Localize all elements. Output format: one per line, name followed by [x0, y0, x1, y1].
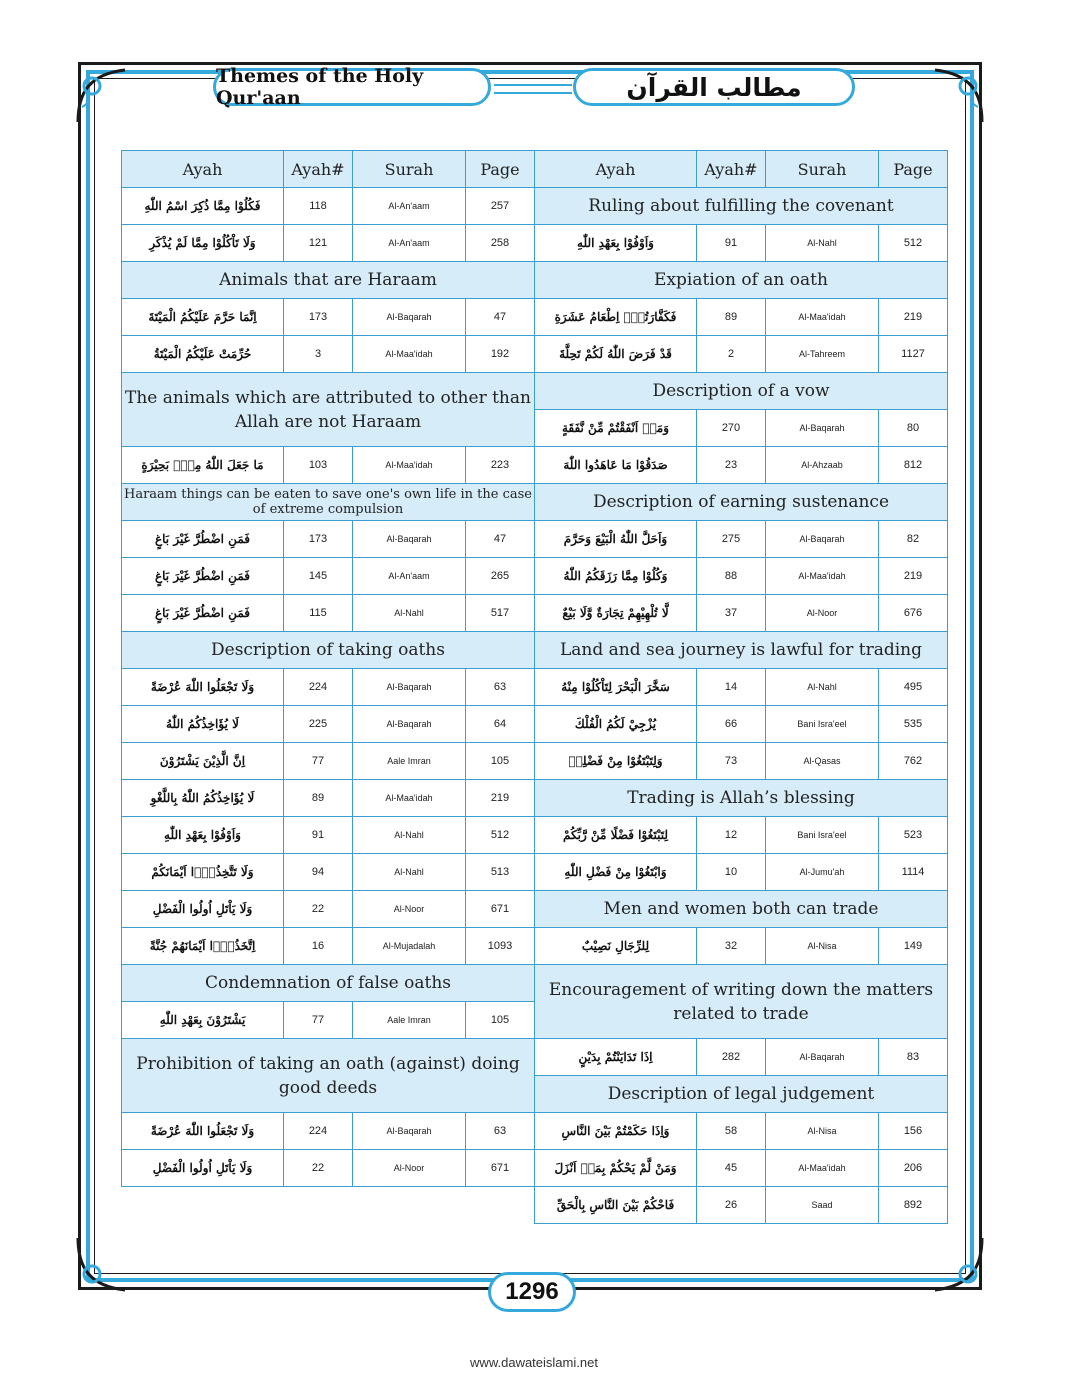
page-ref: 219 — [466, 780, 535, 817]
ayah-number: 121 — [284, 225, 353, 262]
surah-name: Bani Isra'eel — [766, 817, 879, 854]
page-ref: 82 — [879, 521, 948, 558]
page-ref: 535 — [879, 706, 948, 743]
page-ref: 206 — [879, 1150, 948, 1187]
right-index-table — [534, 150, 948, 1224]
surah-name: Al-Baqarah — [353, 521, 466, 558]
section-heading: Prohibition of taking an oath (against) doing good deeds — [122, 1039, 535, 1113]
section-heading-row — [122, 632, 535, 669]
section-heading-row — [122, 965, 535, 1002]
ayah-number: 22 — [284, 1150, 353, 1187]
section-heading-row — [122, 373, 535, 447]
section-heading: Description of taking oaths — [122, 632, 535, 669]
table-row — [535, 447, 948, 484]
surah-name: Al-Noor — [353, 1150, 466, 1187]
ayah-text: فَكَفَّارَتُهٗۤ اِطْعَامُ عَشَرَةِ — [535, 299, 697, 336]
section-heading: The animals which are attributed to other than Allah are not Haraam — [122, 373, 535, 447]
ayah-text: وَلَا تَتَّخِذُوْۤا اَيْمَانَكُمْ — [122, 854, 284, 891]
page-ref: 149 — [879, 928, 948, 965]
section-heading-row — [535, 891, 948, 928]
ayah-text: وَلَا تَاْكُلُوْا مِمَّا لَمْ يُذْكَرِ — [122, 225, 284, 262]
ayah-text: فَمَنِ اضْطُرَّ غَيْرَ بَاغٍ — [122, 521, 284, 558]
ayah-text: وَلَا يَاْتَلِ اُولُوا الْفَضْلِ — [122, 1150, 284, 1187]
page-ref: 512 — [466, 817, 535, 854]
ayah-text: وَمَنْ لَّمْ يَحْكُمْ بِمَاۤ اَنْزَلَ — [535, 1150, 697, 1187]
table-row — [535, 225, 948, 262]
table-row — [535, 669, 948, 706]
ayah-text: فَمَنِ اضْطُرَّ غَيْرَ بَاغٍ — [122, 558, 284, 595]
table-row — [535, 928, 948, 965]
ayah-text: وَلَا تَجْعَلُوا اللّٰهَ عُرْضَةً — [122, 669, 284, 706]
ayah-number-column-header: Ayah# — [284, 151, 353, 188]
table-row — [122, 743, 535, 780]
ayah-number: 224 — [284, 1113, 353, 1150]
section-heading: Description of legal judgement — [535, 1076, 948, 1113]
header-connector — [494, 84, 572, 94]
section-heading: Condemnation of false oaths — [122, 965, 535, 1002]
page-number: 1296 — [488, 1272, 576, 1312]
ayah-text: وَلَا يَاْتَلِ اُولُوا الْفَضْلِ — [122, 891, 284, 928]
table-row — [535, 1150, 948, 1187]
surah-name: Al-Jumu'ah — [766, 854, 879, 891]
ayah-text: لَا يُؤَاخِذُكُمُ اللّٰهُ — [122, 706, 284, 743]
section-heading: Trading is Allah’s blessing — [535, 780, 948, 817]
page-ref: 258 — [466, 225, 535, 262]
ayah-text: قَدْ فَرَضَ اللّٰهُ لَكُمْ تَحِلَّةَ — [535, 336, 697, 373]
table-row — [122, 299, 535, 336]
ayah-text: حُرِّمَتْ عَلَيْكُمُ الْمَيْتَةُ — [122, 336, 284, 373]
ayah-text: يَشْتَرُوْنَ بِعَهْدِ اللّٰهِ — [122, 1002, 284, 1039]
ayah-text: سَخَّرَ الْبَحْرَ لِتَاْكُلُوْا مِنْهُ — [535, 669, 697, 706]
ayah-column-header: Ayah — [122, 151, 284, 188]
surah-name: Al-Qasas — [766, 743, 879, 780]
ayah-text: وَاِذَا حَكَمْتُمْ بَيْنَ النَّاسِ — [535, 1113, 697, 1150]
surah-name: Al-Noor — [766, 595, 879, 632]
surah-name: Al-Maa'idah — [766, 299, 879, 336]
ayah-number: 77 — [284, 1002, 353, 1039]
surah-name: Al-Maa'idah — [766, 1150, 879, 1187]
ayah-number: 10 — [697, 854, 766, 891]
surah-name: Al-Baqarah — [353, 1113, 466, 1150]
table-row — [122, 595, 535, 632]
table-row — [122, 225, 535, 262]
surah-name: Al-Maa'idah — [353, 780, 466, 817]
surah-name: Al-Baqarah — [353, 669, 466, 706]
page-ref: 892 — [879, 1187, 948, 1224]
surah-name: Al-Nahl — [353, 854, 466, 891]
surah-name: Al-Baqarah — [353, 299, 466, 336]
page-ref: 83 — [879, 1039, 948, 1076]
ayah-number: 12 — [697, 817, 766, 854]
ayah-text: وَابْتَغُوْا مِنْ فَضْلِ اللّٰهِ — [535, 854, 697, 891]
table-row — [535, 336, 948, 373]
section-heading: Description of earning sustenance — [535, 484, 948, 521]
page-ref: 517 — [466, 595, 535, 632]
table-row — [122, 928, 535, 965]
corner-ornament-icon — [920, 1228, 990, 1298]
page-column-header: Page — [466, 151, 535, 188]
corner-ornament-icon — [70, 1228, 140, 1298]
page-ref: 192 — [466, 336, 535, 373]
ayah-text: اِذَا تَدَايَنْتُمْ بِدَيْنٍ — [535, 1039, 697, 1076]
left-index-column — [121, 150, 534, 1187]
ayah-number: 89 — [284, 780, 353, 817]
table-row — [535, 1113, 948, 1150]
surah-name: Al-Mujadalah — [353, 928, 466, 965]
ayah-text: اِتَّخَذُوْۤا اَيْمَانَهُمْ جُنَّةً — [122, 928, 284, 965]
ayah-number: 2 — [697, 336, 766, 373]
ayah-number: 16 — [284, 928, 353, 965]
page-ref: 80 — [879, 410, 948, 447]
page-ref: 64 — [466, 706, 535, 743]
page-ref: 1127 — [879, 336, 948, 373]
ayah-column-header: Ayah — [535, 151, 697, 188]
table-row — [535, 558, 948, 595]
footer-url: www.dawateislami.net — [470, 1355, 598, 1370]
ayah-number: 14 — [697, 669, 766, 706]
page-ref: 671 — [466, 1150, 535, 1187]
table-row — [122, 447, 535, 484]
table-row — [122, 336, 535, 373]
table-row — [122, 891, 535, 928]
left-index-table — [121, 150, 535, 1187]
ayah-number: 22 — [284, 891, 353, 928]
page-ref: 513 — [466, 854, 535, 891]
section-heading-row — [122, 484, 535, 521]
ayah-number: 173 — [284, 299, 353, 336]
surah-name: Bani Isra'eel — [766, 706, 879, 743]
header-title-english: Themes of the Holy Qur'aan — [213, 68, 491, 106]
surah-name: Al-Nisa — [766, 928, 879, 965]
surah-name: Al-Tahreem — [766, 336, 879, 373]
section-heading: Description of a vow — [535, 373, 948, 410]
ayah-number: 58 — [697, 1113, 766, 1150]
ayah-text: فَمَنِ اضْطُرَّ غَيْرَ بَاغٍ — [122, 595, 284, 632]
table-row — [122, 706, 535, 743]
section-heading: Encouragement of writing down the matters related to trade — [535, 965, 948, 1039]
surah-name: Al-Maa'idah — [766, 558, 879, 595]
ayah-text: مَا جَعَلَ اللّٰهُ مِنْۢ بَحِيْرَةٍ — [122, 447, 284, 484]
ayah-text: وَلِتَبْتَغُوْا مِنْ فَضْلِهٖ — [535, 743, 697, 780]
table-row — [122, 780, 535, 817]
ayah-text: يُزْجِيْ لَكُمُ الْفُلْكَ — [535, 706, 697, 743]
section-heading-row — [122, 262, 535, 299]
surah-name: Al-An'aam — [353, 225, 466, 262]
page-ref: 495 — [879, 669, 948, 706]
corner-ornament-icon — [920, 62, 990, 132]
table-row — [535, 854, 948, 891]
page-ref: 63 — [466, 669, 535, 706]
ayah-number: 91 — [284, 817, 353, 854]
ayah-number: 225 — [284, 706, 353, 743]
surah-name: Al-Nahl — [353, 595, 466, 632]
ayah-text: صَدَقُوْا مَا عَاهَدُوا اللّٰهَ — [535, 447, 697, 484]
surah-name: Al-Baqarah — [766, 1039, 879, 1076]
table-header-row — [122, 151, 535, 188]
surah-name: Saad — [766, 1187, 879, 1224]
ayah-number: 45 — [697, 1150, 766, 1187]
ayah-number: 66 — [697, 706, 766, 743]
surah-name: Al-Baqarah — [766, 410, 879, 447]
page-ref: 512 — [879, 225, 948, 262]
surah-name: Aale Imran — [353, 743, 466, 780]
ayah-text: وَاَحَلَّ اللّٰهُ الْبَيْعَ وَحَرَّمَ — [535, 521, 697, 558]
surah-name: Al-Ahzaab — [766, 447, 879, 484]
surah-name: Al-Baqarah — [766, 521, 879, 558]
ayah-number: 275 — [697, 521, 766, 558]
table-row — [535, 1039, 948, 1076]
ayah-text: وَكُلُوْا مِمَّا رَزَقَكُمُ اللّٰهُ — [535, 558, 697, 595]
table-row — [535, 743, 948, 780]
page-column-header: Page — [879, 151, 948, 188]
surah-name: Al-An'aam — [353, 188, 466, 225]
right-index-column — [534, 150, 947, 1224]
table-row — [122, 188, 535, 225]
section-heading: Land and sea journey is lawful for trading — [535, 632, 948, 669]
page-ref: 762 — [879, 743, 948, 780]
ayah-number: 103 — [284, 447, 353, 484]
page-ref: 523 — [879, 817, 948, 854]
surah-name: Al-Maa'idah — [353, 447, 466, 484]
page-ref: 671 — [466, 891, 535, 928]
ayah-number-column-header: Ayah# — [697, 151, 766, 188]
table-row — [535, 1187, 948, 1224]
header-title-urdu: مطالب القرآن — [573, 68, 855, 106]
ayah-text: وَمَاۤ اَنْفَقْتُمْ مِّنْ نَّفَقَةٍ — [535, 410, 697, 447]
section-heading: Expiation of an oath — [535, 262, 948, 299]
table-row — [122, 817, 535, 854]
page-ref: 219 — [879, 558, 948, 595]
ayah-number: 73 — [697, 743, 766, 780]
surah-name: Aale Imran — [353, 1002, 466, 1039]
page-ref: 812 — [879, 447, 948, 484]
surah-name: Al-Baqarah — [353, 706, 466, 743]
corner-ornament-icon — [70, 62, 140, 132]
surah-name: Al-Nahl — [353, 817, 466, 854]
ayah-number: 88 — [697, 558, 766, 595]
ayah-text: لِتَبْتَغُوْا فَضْلًا مِّنْ رَّبِّكُمْ — [535, 817, 697, 854]
page-ref: 257 — [466, 188, 535, 225]
ayah-text: فَكُلُوْا مِمَّا ذُكِرَ اسْمُ اللّٰهِ — [122, 188, 284, 225]
surah-column-header: Surah — [353, 151, 466, 188]
ayah-number: 282 — [697, 1039, 766, 1076]
page-ref: 105 — [466, 1002, 535, 1039]
section-heading-row — [535, 484, 948, 521]
page-ref: 1114 — [879, 854, 948, 891]
surah-name: Al-Nahl — [766, 225, 879, 262]
ayah-number: 89 — [697, 299, 766, 336]
ayah-text: لَا يُؤَاخِذُكُمُ اللّٰهُ بِاللَّغْوِ — [122, 780, 284, 817]
table-row — [122, 1150, 535, 1187]
section-heading-row — [535, 965, 948, 1039]
ayah-text: لِلرِّجَالِ نَصِيْبٌ — [535, 928, 697, 965]
ayah-number: 224 — [284, 669, 353, 706]
table-row — [535, 706, 948, 743]
ayah-number: 118 — [284, 188, 353, 225]
section-heading: Ruling about fulfilling the covenant — [535, 188, 948, 225]
ayah-number: 270 — [697, 410, 766, 447]
surah-column-header: Surah — [766, 151, 879, 188]
table-row — [122, 854, 535, 891]
ayah-text: اِنَّمَا حَرَّمَ عَلَيْكُمُ الْمَيْتَةَ — [122, 299, 284, 336]
page-ref: 223 — [466, 447, 535, 484]
ayah-number: 26 — [697, 1187, 766, 1224]
page-ref: 156 — [879, 1113, 948, 1150]
section-heading-row — [535, 632, 948, 669]
ayah-number: 145 — [284, 558, 353, 595]
table-row — [535, 410, 948, 447]
table-row — [122, 521, 535, 558]
table-row — [122, 1113, 535, 1150]
section-heading-row — [535, 262, 948, 299]
section-heading-row — [535, 1076, 948, 1113]
ayah-number: 32 — [697, 928, 766, 965]
surah-name: Al-An'aam — [353, 558, 466, 595]
section-heading-row — [535, 188, 948, 225]
ayah-text: فَاحْكُمْ بَيْنَ النَّاسِ بِالْحَقِّ — [535, 1187, 697, 1224]
page-ref: 63 — [466, 1113, 535, 1150]
ayah-text: وَاَوْفُوْا بِعَهْدِ اللّٰهِ — [535, 225, 697, 262]
surah-name: Al-Noor — [353, 891, 466, 928]
table-header-row — [535, 151, 948, 188]
page-ref: 105 — [466, 743, 535, 780]
ayah-number: 91 — [697, 225, 766, 262]
ayah-text: لَّا تُلْهِيْهِمْ تِجَارَةٌ وَّلَا بَيْعٌ — [535, 595, 697, 632]
section-heading: Haraam things can be eaten to save one's own life in the case of extreme compulsion — [122, 484, 535, 521]
table-row — [122, 1002, 535, 1039]
page-ref: 47 — [466, 521, 535, 558]
table-row — [535, 299, 948, 336]
section-heading-row — [535, 780, 948, 817]
page-ref: 219 — [879, 299, 948, 336]
section-heading: Men and women both can trade — [535, 891, 948, 928]
table-row — [122, 669, 535, 706]
ayah-number: 115 — [284, 595, 353, 632]
ayah-number: 94 — [284, 854, 353, 891]
ayah-text: وَلَا تَجْعَلُوا اللّٰهَ عُرْضَةً — [122, 1113, 284, 1150]
ayah-number: 3 — [284, 336, 353, 373]
ayah-number: 37 — [697, 595, 766, 632]
surah-name: Al-Maa'idah — [353, 336, 466, 373]
page-ref: 47 — [466, 299, 535, 336]
table-row — [535, 521, 948, 558]
section-heading-row — [535, 373, 948, 410]
section-heading: Animals that are Haraam — [122, 262, 535, 299]
ayah-text: وَاَوْفُوْا بِعَهْدِ اللّٰهِ — [122, 817, 284, 854]
ayah-number: 173 — [284, 521, 353, 558]
ayah-text: اِنَّ الَّذِيْنَ يَشْتَرُوْنَ — [122, 743, 284, 780]
page-ref: 1093 — [466, 928, 535, 965]
table-row — [535, 595, 948, 632]
table-row — [122, 558, 535, 595]
page-ref: 676 — [879, 595, 948, 632]
ayah-number: 77 — [284, 743, 353, 780]
surah-name: Al-Nahl — [766, 669, 879, 706]
table-row — [535, 817, 948, 854]
section-heading-row — [122, 1039, 535, 1113]
ayah-number: 23 — [697, 447, 766, 484]
surah-name: Al-Nisa — [766, 1113, 879, 1150]
page-ref: 265 — [466, 558, 535, 595]
